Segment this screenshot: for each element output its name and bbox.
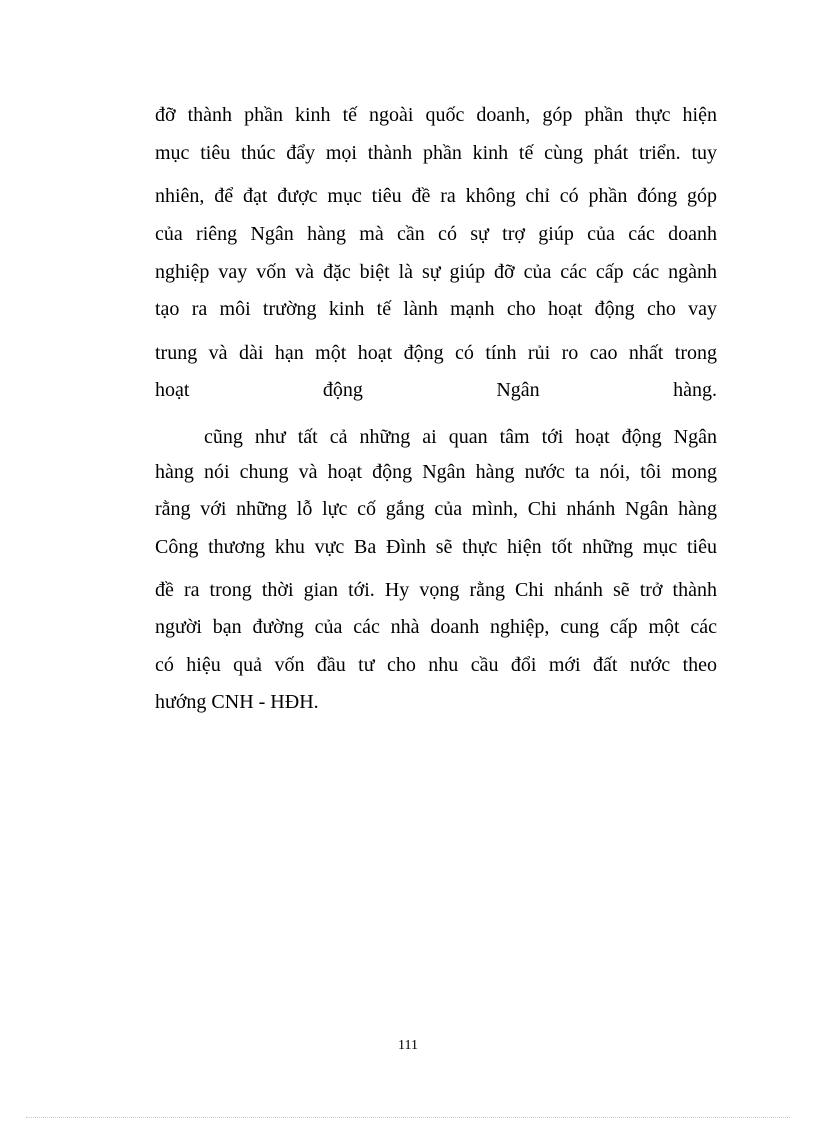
- text-line: có hiệu quả vốn đầu tư cho nhu cầu đổi mới đất nước theo: [155, 654, 717, 676]
- text-line: Công thương khu vực Ba Đình sẽ thực hiện tốt những mục tiêu: [155, 536, 717, 558]
- text-line: hoạt động Ngân hàng.: [155, 379, 717, 401]
- text-line: nhiên, để đạt được mục tiêu đề ra không chỉ có phần đóng góp: [155, 185, 717, 207]
- text-line: rằng với những lỗ lực cố gắng của mình, Chi nhánh Ngân hàng: [155, 498, 717, 520]
- text-line: nghiệp vay vốn và đặc biệt là sự giúp đỡ của các cấp các ngành: [155, 261, 717, 283]
- text-line: tạo ra môi trường kinh tế lành mạnh cho hoạt động cho vay: [155, 298, 717, 320]
- text-line: người bạn đường của các nhà doanh nghiệp, cung cấp một các: [155, 616, 717, 638]
- text-line: hàng nói chung và hoạt động Ngân hàng nước ta nói, tôi mong: [155, 461, 717, 483]
- text-line: trung và dài hạn một hoạt động có tính rủi ro cao nhất trong: [155, 342, 717, 364]
- text-line: hướng CNH - HĐH.: [155, 691, 319, 713]
- text-line: mục tiêu thúc đẩy mọi thành phần kinh tế cùng phát triển. tuy: [155, 142, 717, 164]
- text-line: đề ra trong thời gian tới. Hy vọng rằng Chi nhánh sẽ trở thành: [155, 579, 717, 601]
- text-line: của riêng Ngân hàng mà cần có sự trợ giúp của các doanh: [155, 223, 717, 245]
- text-line: đỡ thành phần kinh tế ngoài quốc doanh, góp phần thực hiện: [155, 104, 717, 126]
- paragraph-first-line: cũng như tất cả những ai quan tâm tới hoạt động Ngân: [204, 426, 717, 448]
- page-number: 111: [398, 1038, 418, 1053]
- page-bottom-border: [26, 1117, 790, 1118]
